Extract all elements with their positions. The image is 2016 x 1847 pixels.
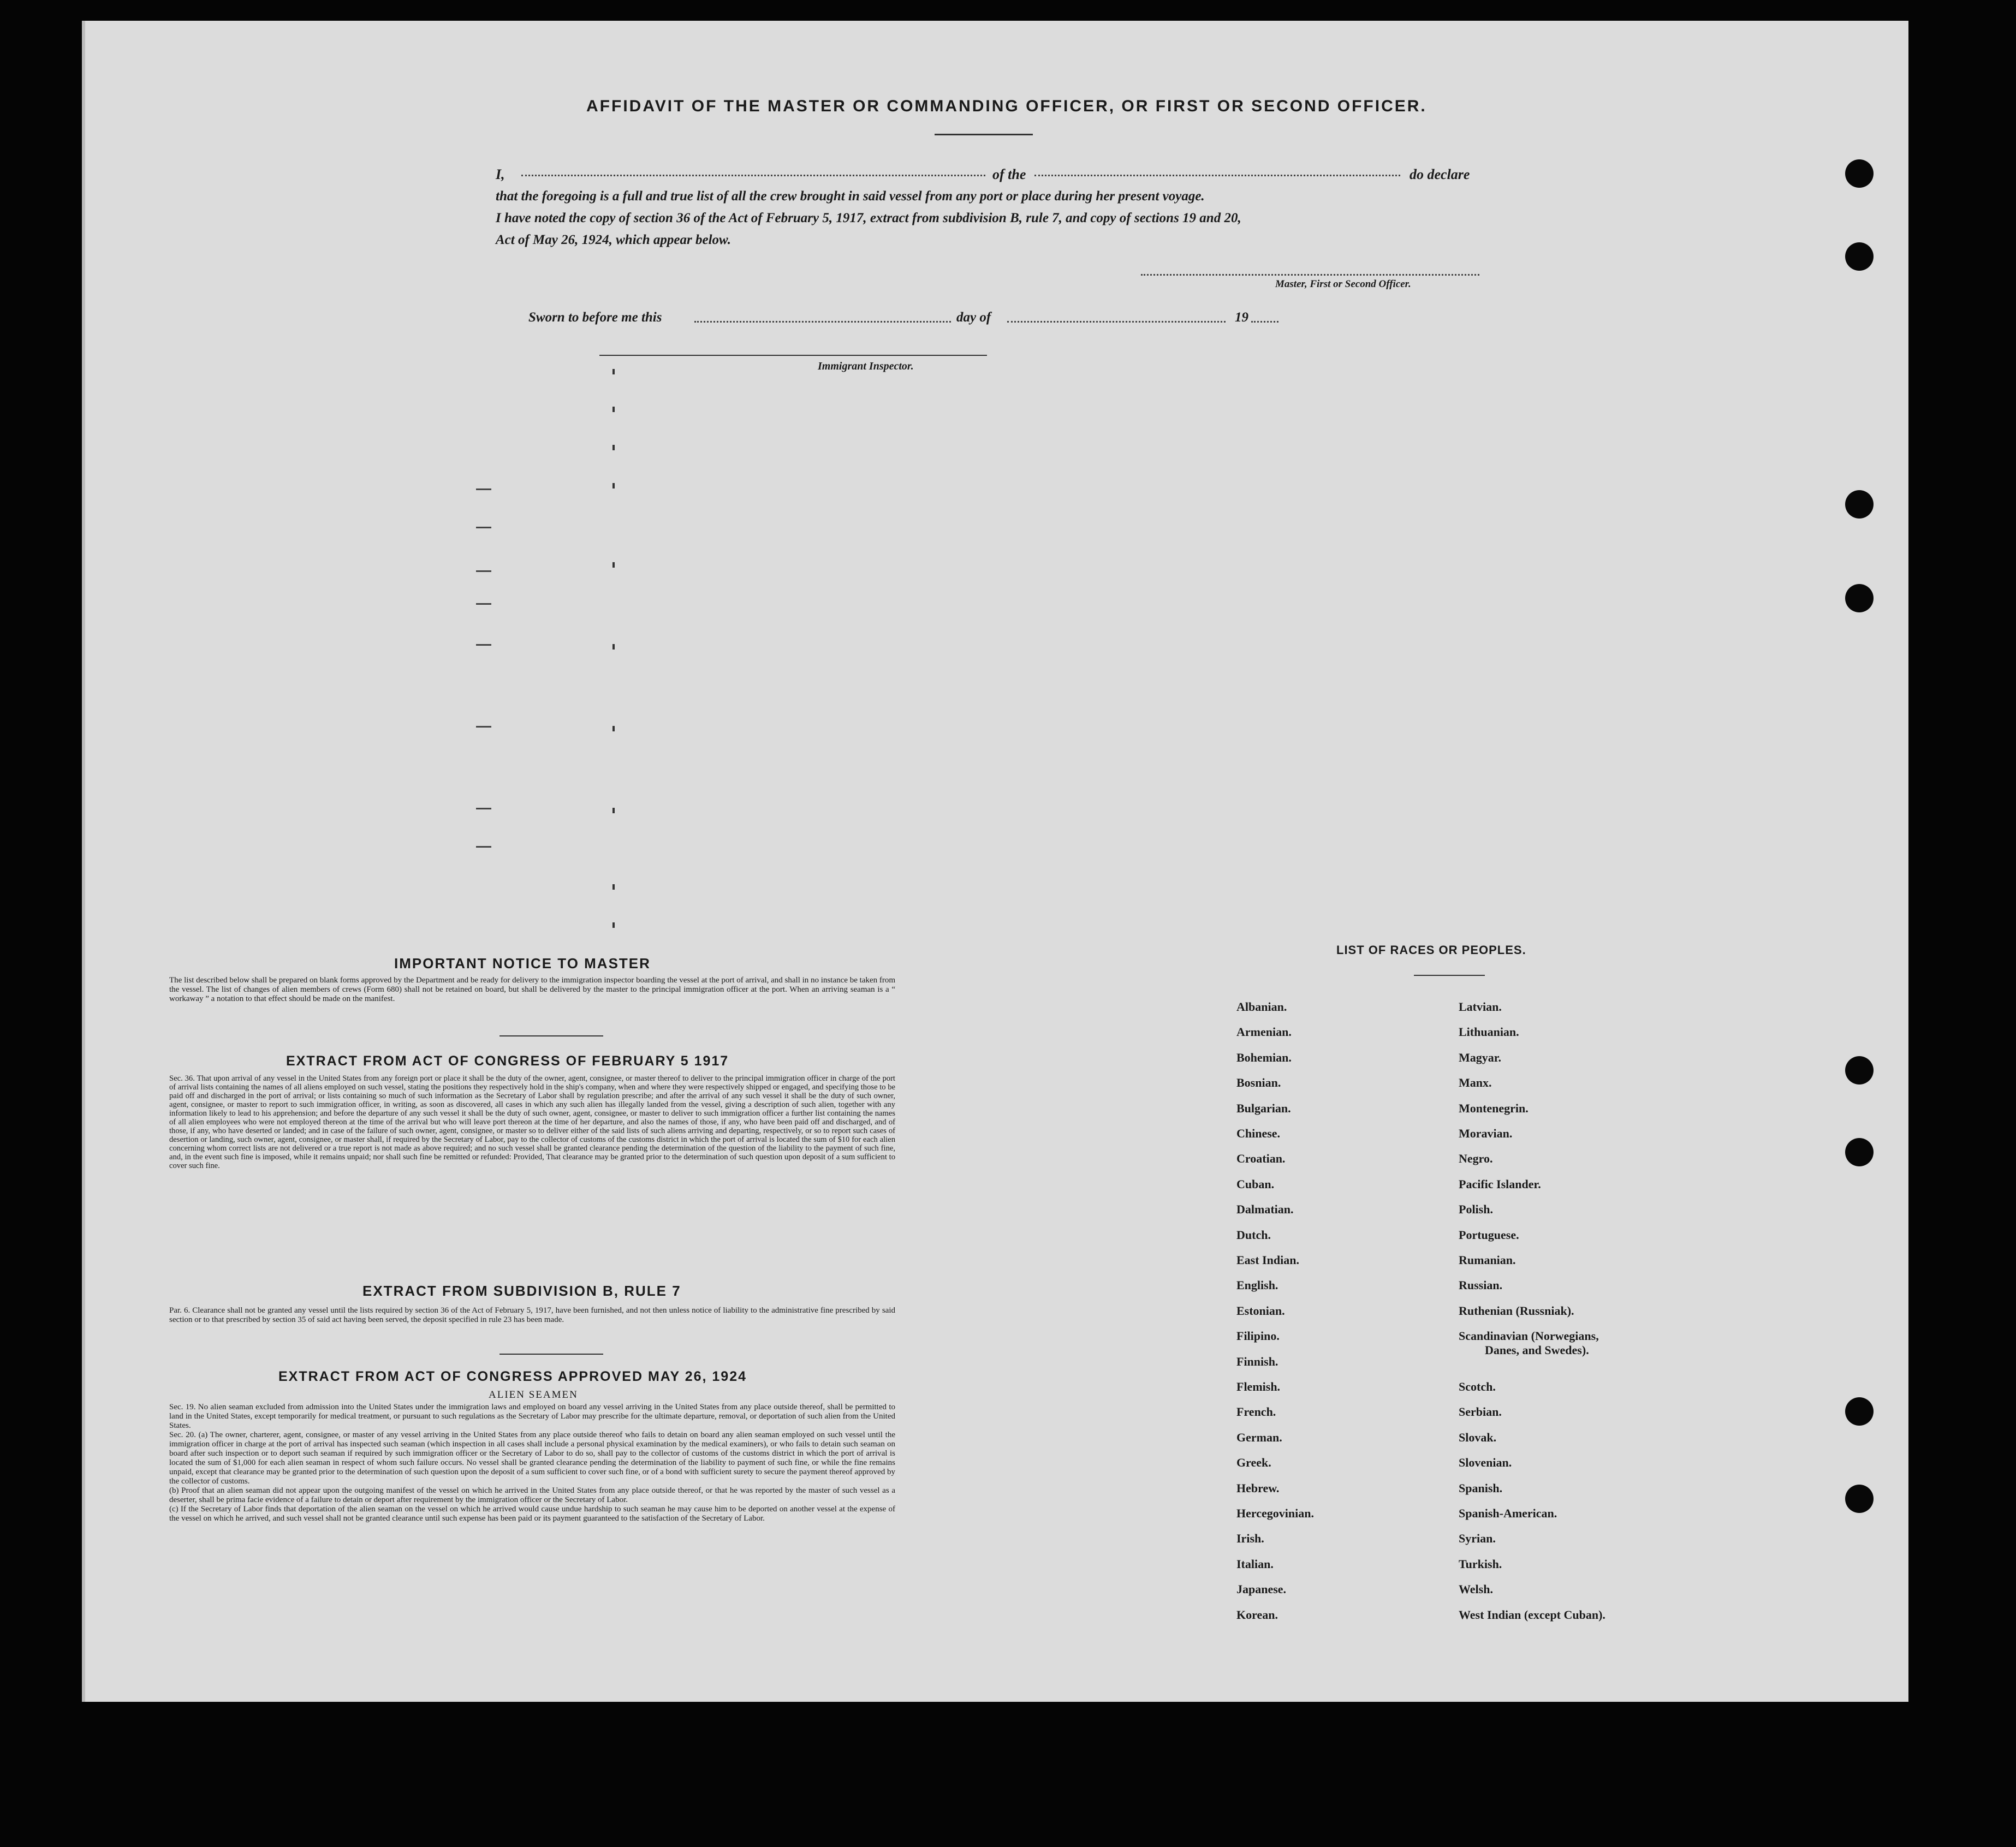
race-item: Negro. [1459, 1152, 1493, 1166]
race-item: Magyar. [1459, 1050, 1502, 1064]
race-item: Montenegrin. [1459, 1101, 1529, 1115]
punch-hole [1845, 1138, 1874, 1166]
divider [935, 134, 1033, 135]
column-tick [612, 808, 615, 813]
affidavit-line-4: Act of May 26, 1924, which appear below. [496, 233, 732, 247]
extract-1917-body: Sec. 36. That upon arrival of any vessel in the United States from any foreign port or place it shall be the duty of the owner, agent, consignee, or master thereof to deliver to the principal immigration officer in charge of the port of arrival lists containing the names of all aliens employed on such vessel, stating the positions they respectively hold in the ship's company, when and where they were respectively shipped or engaged, and specifying those to be paid off and discharged in the port of arrival; or lists containing so much of such information as the Secretary of Labor shall by regulation prescribe; and after the arrival of any such vessel it shall be the duty of such owner, agent, consignee, or master to report to such immigration officer, in writing, as soon as discovered, all cases in which any such alien has illegally landed from the vessel, giving a description of such alien, together with any information likely to lead to his apprehension; and before the departure of any such vessel it shall be the duty of such owner, agent, consignee, or master to deliver to such immigration officer a further list containing the names of all alien employees who were not employed thereon at the time of the arrival but who will leave port thereon at the time of her departure, and also the names of those, if any, who have been paid off and discharged, and of those, if any, who have deserted or landed; and in case of the failure of such owner, agent, consignee, or master so to deliver either of the said lists of such aliens arriving and departing, respectively, or so to report such cases of desertion or landing, such owner, agent, consignee, or master shall, if required by the Secretary of Labor, pay to the collector of customs of the customs district in which the port of arrival is located the sum of $10 for each alien concerning whom correct lists are not delivered or a true report is not made as above required; and no such vessel shall be granted clearance pending the determination of the question of the liability to the payment of such fine, and, in the event such fine is imposed, while it remains unpaid; nor shall such fine be remitted or refunded: Provided, That clearance may be granted prior to the determination of such question upon deposit of a sum sufficient to cover such fine. [169, 1074, 895, 1170]
name-line[interactable] [521, 175, 985, 176]
race-item: Finnish. [1236, 1354, 1278, 1368]
race-item: Spanish-American. [1459, 1506, 1557, 1520]
column-tick [612, 884, 615, 890]
column-tick [612, 562, 615, 568]
race-item: Dalmatian. [1236, 1202, 1294, 1217]
race-item: Syrian. [1459, 1532, 1496, 1546]
divider [499, 1354, 603, 1355]
race-item: Bulgarian. [1236, 1101, 1291, 1115]
column-tick [612, 726, 615, 731]
vessel-line[interactable] [1034, 175, 1400, 176]
sec-20-text: Sec. 20. (a) The owner, charterer, agent, consignee, or master of any vessel arriving in the United States from any place outside thereof who fails to detain on board any alien seaman employed on such vessel until the immigration officer in charge at the port of arrival has inspected such seaman (which inspection in all cases shall include a personal physical examination by the medical examiners), or who fails to detain such seaman on board after such inspection or to deport such seaman if required by such immigration officer or the Secretary of Labor to do so, shall pay to the collector of customs of the customs district in which the port of arrival is located the sum of $1,000 for each alien seaman in respect of whom such failure occurs. No vessel shall be granted clearance pending the determination of the liability to payment of such fine, or while the fine remains unpaid, except that clearance may be granted prior to the determination of such question upon the deposit of a sum sufficient to cover such fine, or of a bond with sufficient surety to secure the payment thereof approved by the collector of customs. [169, 1431, 895, 1486]
sec-19-text: Sec. 19. No alien seaman excluded from admission into the United States under the immigration laws and employed on board any vessel arriving in the United States from any place outside thereof, shall be permitted to land in the United States, except temporarily for medical treatment, or pursuant to such regulations as the Secretary of Labor may prescribe for the ultimate departure, removal, or deportation of such alien from the United States. [169, 1403, 895, 1430]
race-item: Pacific Islander. [1459, 1177, 1541, 1191]
inspector-line[interactable] [599, 355, 987, 356]
race-item: Slovenian. [1459, 1456, 1512, 1470]
race-item: Greek. [1236, 1456, 1271, 1470]
notice-title: IMPORTANT NOTICE TO MASTER [394, 955, 651, 972]
race-item: Manx. [1459, 1076, 1492, 1090]
race-item: English. [1236, 1278, 1278, 1292]
extract-1917-title: EXTRACT FROM ACT OF CONGRESS OF FEBRUARY 5 1917 [286, 1053, 729, 1069]
row-dash [476, 570, 491, 572]
race-item: Ruthenian (Russniak). [1459, 1303, 1574, 1318]
rule-7-title: EXTRACT FROM SUBDIVISION B, RULE 7 [362, 1283, 681, 1299]
race-item: Latvian. [1459, 1000, 1502, 1014]
race-item: Russian. [1459, 1278, 1503, 1292]
sworn-label: Sworn to before me this [528, 310, 662, 325]
race-item: Turkish. [1459, 1557, 1502, 1571]
race-item-continued: Danes, and Swedes). [1485, 1343, 1589, 1357]
race-item: German. [1236, 1430, 1282, 1444]
divider [1414, 975, 1485, 976]
year-label: 19 [1235, 310, 1248, 325]
punch-hole [1845, 242, 1874, 271]
rule-7-body: Par. 6. Clearance shall not be granted any vessel until the lists required by section 36 of the Act of February 5, 1917, have been furnished, and not then unless notice of liability to the administrative fine prescribed by said section or to that prescribed by section 35 of said act having been served, the deposit specified in rule 23 has been made. [169, 1306, 895, 1324]
extract-1924-body [169, 1403, 895, 1523]
race-item: Serbian. [1459, 1405, 1502, 1419]
row-dash [476, 846, 491, 848]
row-dash [476, 726, 491, 728]
race-item: Italian. [1236, 1557, 1274, 1571]
punch-hole [1845, 490, 1874, 519]
race-item: East Indian. [1236, 1253, 1299, 1267]
row-dash [476, 644, 491, 646]
affidavit-block [496, 164, 1478, 251]
race-item: Irish. [1236, 1532, 1264, 1546]
row-dash [476, 808, 491, 809]
column-tick [612, 644, 615, 650]
affidavit-title: AFFIDAVIT OF THE MASTER OR COMMANDING OFFICER, OR FIRST OR SECOND OFFICER. [586, 97, 1427, 115]
punch-hole [1845, 584, 1874, 612]
race-item: Estonian. [1236, 1303, 1285, 1318]
race-item: Portuguese. [1459, 1228, 1519, 1242]
race-item: Moravian. [1459, 1127, 1513, 1140]
month-line[interactable] [1007, 321, 1226, 323]
row-dash [476, 488, 491, 490]
column-tick [612, 369, 615, 374]
race-item: Hercegovinian. [1236, 1506, 1314, 1520]
race-item: Polish. [1459, 1202, 1493, 1217]
extract-1924-title: EXTRACT FROM ACT OF CONGRESS APPROVED MAY 26, 1924 [278, 1369, 747, 1384]
do-declare-label: do declare [1410, 166, 1470, 182]
race-item: Scandinavian (Norwegians, [1459, 1329, 1599, 1343]
column-tick [612, 483, 615, 488]
race-item: Albanian. [1236, 1000, 1287, 1014]
alien-seamen-subtitle: ALIEN SEAMEN [489, 1389, 578, 1401]
column-tick [612, 445, 615, 450]
race-item: Scotch. [1459, 1380, 1496, 1393]
punch-hole [1845, 159, 1874, 188]
race-item: Flemish. [1236, 1380, 1281, 1393]
sec-20c-text: (c) If the Secretary of Labor finds that deportation of the alien seaman on the vessel on which he arrived would cause undue hardship to such seaman he may cause him to be deported on another vessel at the expense of the vessel on which he arrived, and such vessel shall not be granted clearance until such expense has been paid or its payment guaranteed to the satisfaction of the Secretary of Labor. [169, 1505, 895, 1523]
signature-line[interactable] [1141, 274, 1479, 276]
race-item: Rumanian. [1459, 1253, 1516, 1267]
race-item: Armenian. [1236, 1025, 1292, 1039]
race-item: Spanish. [1459, 1481, 1503, 1495]
race-item: Korean. [1236, 1607, 1278, 1622]
race-item: Hebrew. [1236, 1481, 1280, 1495]
race-item: Croatian. [1236, 1152, 1286, 1166]
race-item: French. [1236, 1405, 1276, 1419]
affidavit-line-3: I have noted the copy of section 36 of the Act of February 5, 1917, extract from subdivision B, rule 7, and copy of sections 19 and 20, [496, 211, 1241, 225]
notice-body: The list described below shall be prepared on blank forms approved by the Department and be ready for delivery to the immigration inspector boarding the vessel at the port of arrival, and shall in no instance be taken from the vessel. The list of changes of alien members of crews (Form 680) shall not be retained on board, but shall be delivered by the master to the principal immigration officer at the port. When an arriving seaman is a “ workaway ” a notation to that effect should be made on the manifest. [169, 976, 895, 1003]
race-item: Welsh. [1459, 1582, 1493, 1596]
affidavit-line-2: that the foregoing is a full and true list of all the crew brought in said vessel from any port or place during her present voyage. [496, 189, 1205, 204]
day-of-label: day of [956, 310, 991, 325]
of-the-label: of the [992, 166, 1026, 182]
race-item: Bosnian. [1236, 1076, 1281, 1090]
punch-hole [1845, 1485, 1874, 1513]
i-label: I, [496, 166, 505, 182]
race-item: Dutch. [1236, 1228, 1271, 1242]
race-item: Cuban. [1236, 1177, 1275, 1191]
races-title: LIST OF RACES OR PEOPLES. [1336, 943, 1526, 957]
master-label: Master, First or Second Officer. [1275, 278, 1411, 290]
column-tick [612, 922, 615, 928]
race-item: West Indian (except Cuban). [1459, 1607, 1605, 1622]
column-tick [612, 407, 615, 412]
divider [499, 1035, 603, 1036]
punch-hole [1845, 1397, 1874, 1426]
sworn-day-line[interactable] [694, 321, 951, 323]
inspector-label: Immigrant Inspector. [818, 360, 914, 372]
row-dash [476, 603, 491, 605]
sec-20b-text: (b) Proof that an alien seaman did not appear upon the outgoing manifest of the vessel on which he arrived in the United States from any place outside thereof, or that he was reported by the master of such vessel as a deserter, shall be prima facie evidence of a failure to detain or deport after requirement by the immigration officer or the Secretary of Labor. [169, 1486, 895, 1504]
race-item: Chinese. [1236, 1127, 1281, 1140]
race-item: Lithuanian. [1459, 1025, 1519, 1039]
race-item: Japanese. [1236, 1582, 1287, 1596]
race-item: Slovak. [1459, 1430, 1497, 1444]
row-dash [476, 527, 491, 528]
year-line[interactable] [1251, 321, 1278, 323]
punch-hole [1845, 1056, 1874, 1085]
race-item: Filipino. [1236, 1329, 1280, 1343]
race-item: Bohemian. [1236, 1050, 1292, 1064]
